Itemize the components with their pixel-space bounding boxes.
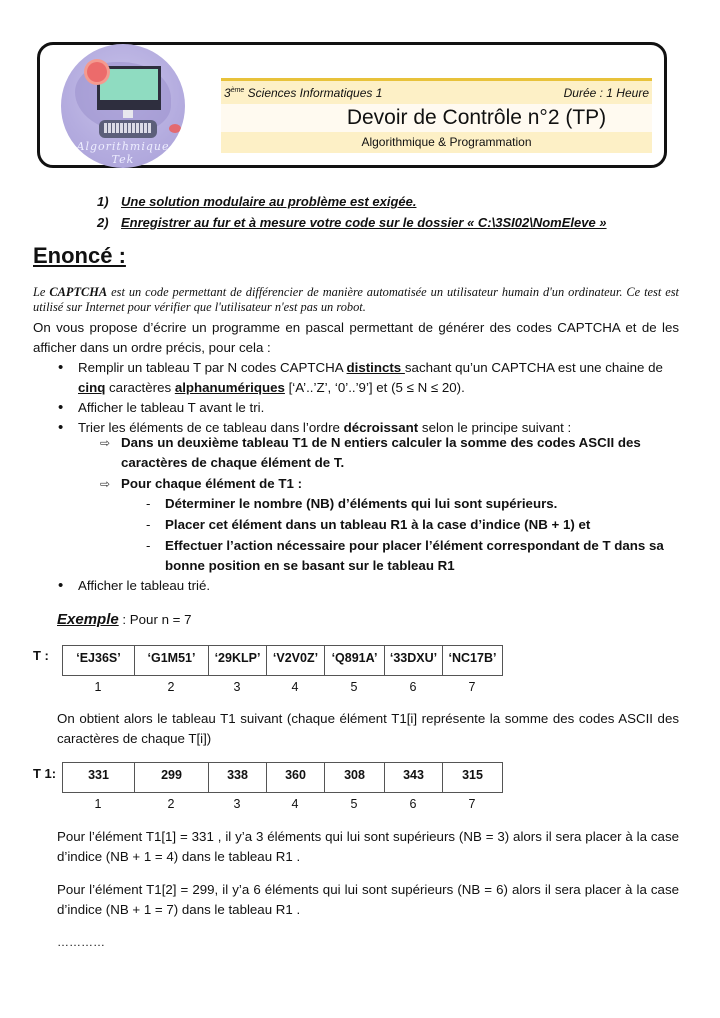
monitor-stand (123, 110, 133, 118)
array-cell: ‘29KLP’ (209, 646, 267, 676)
array-cell: ‘Q891A’ (325, 646, 385, 676)
array-t (62, 645, 503, 676)
exam-subject: Algorithmique & Programmation (221, 132, 652, 153)
mouse-icon (169, 124, 181, 133)
step-compute-ascii: ⇨ Dans un deuxième tableau T1 de N entiers calculer la somme des codes ASCII des caractères de chaque élément de T. (100, 435, 641, 470)
task-item-display: • Afficher le tableau T avant le tri. (58, 398, 680, 418)
example-heading: Exemple : Pour n = 7 (57, 611, 192, 628)
instructions-list (97, 191, 607, 233)
step-for-each: ⇨ Pour chaque élément de T1 : (100, 474, 680, 494)
array-index: 6 (409, 680, 417, 694)
array-t-label: T : (33, 648, 49, 663)
task-item-fill: • Remplir un tableau T par N codes CAPTCHA distincts sachant qu’un CAPTCHA est une chaine de cinq caractères alphanumériques [‘A’..’Z’, ‘0’..’9’] et (5 ≤ N ≤ 20). (58, 358, 680, 398)
array-t1-indices (62, 797, 502, 811)
captcha-definition: Le CAPTCHA est un code permettant de différencier de manière automatisée un utilisateur humain d'un ordinateur. Ce test est utilisé sur Internet pour vérifier que l'utilisateur n'est pas un robot. (33, 285, 679, 314)
array-cell: ‘33DXU’ (385, 646, 443, 676)
array-index: 1 (94, 680, 102, 694)
substep-action: - Effectuer l’action nécessaire pour placer l’élément correspondant de T dans sa bonne position en se basant sur le tableau R1 (146, 538, 664, 573)
array-cell: 299 (135, 763, 209, 793)
array-cell: ‘NC17B’ (443, 646, 503, 676)
array-index: 1 (94, 797, 102, 811)
array-t1-label: T 1: (33, 766, 57, 781)
flower-icon (87, 62, 107, 82)
array-index: 3 (233, 797, 241, 811)
array-cell: 315 (443, 763, 503, 793)
substep-place: - Placer cet élément dans un tableau R1 à la case d’indice (NB + 1) et (146, 517, 591, 532)
instruction-item: 1) Une solution modulaire au problème est exigée. (97, 194, 417, 209)
exam-duration: Durée : 1 Heure (563, 85, 649, 100)
problem-paragraph: On vous propose d’écrire un programme en pascal permettant de générer des codes CAPTCHA et de les afficher dans un ordre précis, pour cela : (33, 320, 679, 355)
array-index: 3 (233, 680, 241, 694)
array-index: 4 (291, 680, 299, 694)
array-index: 6 (409, 797, 417, 811)
school-logo (61, 44, 185, 168)
array-index: 4 (291, 797, 299, 811)
continuation-ellipsis: ………… (57, 935, 105, 949)
task-item-display-sorted: • Afficher le tableau trié. (58, 576, 680, 596)
substep-count: - Déterminer le nombre (NB) d’éléments qui lui sont supérieurs. (146, 496, 558, 511)
t1-intro-paragraph: On obtient alors le tableau T1 suivant (chaque élément T1[i] représente la somme des codes ASCII des caractères de chaque T[i]) (57, 711, 679, 746)
explanation-1: Pour l’élément T1[1] = 331 , il y’a 3 éléments qui lui sont supérieurs (NB = 3) alors il sera placer à la case d’indice (NB + 1 = 4) dans le tableau R1 . (57, 829, 679, 864)
array-index: 5 (350, 680, 358, 694)
array-cell: 338 (209, 763, 267, 793)
array-cell: ‘G1M51’ (135, 646, 209, 676)
arrow-right-icon: ⇨ (100, 436, 111, 450)
arrow-right-icon: ⇨ (100, 477, 111, 491)
array-t-indices (62, 680, 502, 694)
instruction-item: 2) Enregistrer au fur et à mesure votre code sur le dossier « C:\3SI02\NomEleve » (97, 215, 607, 230)
array-index: 2 (167, 680, 175, 694)
exam-title: Devoir de Contrôle n°2 (TP) (221, 104, 652, 132)
task-item-sort: • Trier les éléments de ce tableau dans l’ordre décroissant selon le principe suivant : (58, 418, 680, 438)
array-cell: ‘EJ36S’ (63, 646, 135, 676)
array-index: 2 (167, 797, 175, 811)
explanation-2: Pour l’élément T1[2] = 299, il y’a 6 éléments qui lui sont supérieurs (NB = 6) alors il sera placer à la case d’indice (NB + 1 = 7) dans le tableau R1 . (57, 882, 679, 917)
array-index: 7 (468, 680, 476, 694)
task-list (58, 358, 680, 438)
array-cell: 360 (267, 763, 325, 793)
array-t1 (62, 762, 503, 793)
array-cell: 343 (385, 763, 443, 793)
array-index: 7 (468, 797, 476, 811)
task-list-end (58, 576, 680, 596)
array-index: 5 (350, 797, 358, 811)
array-cell: ‘V2V0Z’ (267, 646, 325, 676)
banner-info-row (221, 81, 652, 104)
array-cell: 308 (325, 763, 385, 793)
logo-signature: Algorithmique Tek (76, 140, 170, 166)
array-cell: 331 (63, 763, 135, 793)
keyboard-keys (104, 123, 152, 133)
section-title: Enoncé : (33, 243, 126, 268)
header-banner (221, 78, 652, 153)
class-level: 3ème Sciences Informatiques 1 (224, 85, 383, 100)
